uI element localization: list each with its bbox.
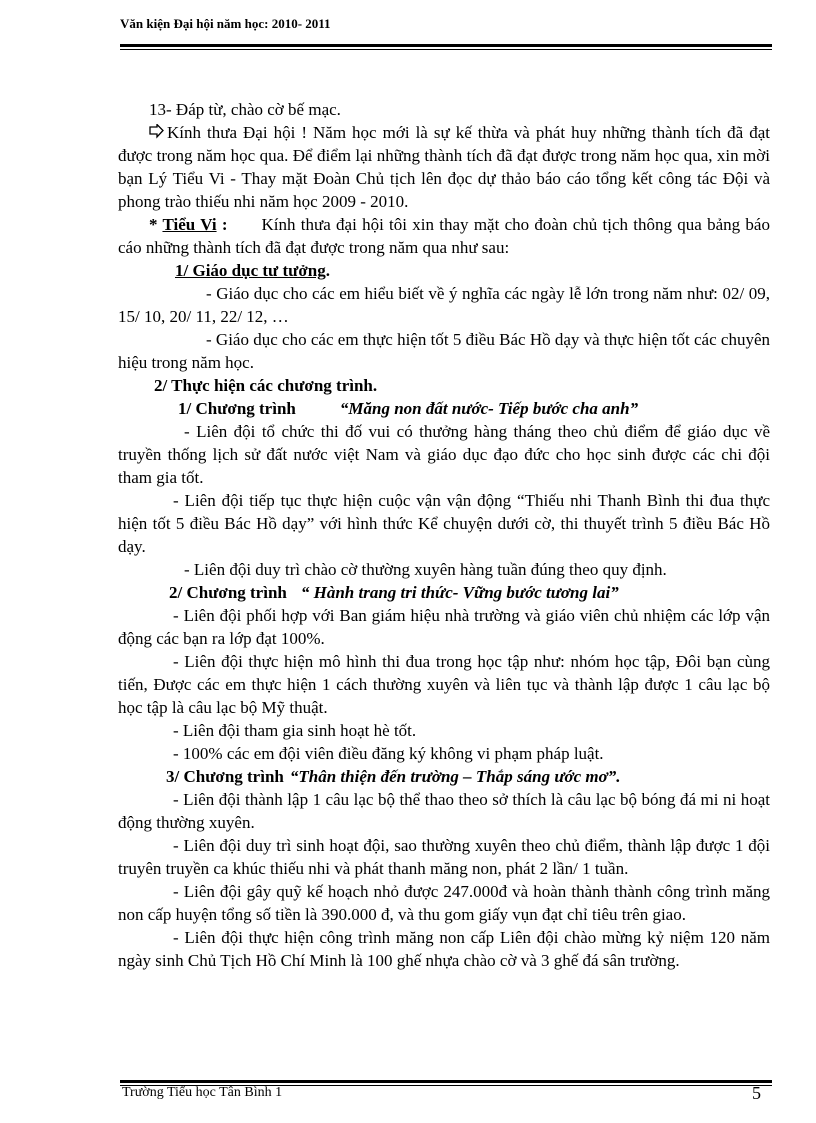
section-heading-1 (118, 259, 770, 282)
section-heading-1-dot: . (325, 261, 330, 280)
speaker-name: Tiểu Vi (162, 215, 217, 234)
paragraph-3: - Giáo dục cho các em hiểu biết về ý nghĩa các ngày lễ lớn trong năm như: 02/ 09, 15/ 10, 20/ 11, 22/ 12, … (118, 284, 770, 326)
paragraph-10: - Liên đội tham gia sinh hoạt hè tốt. (173, 721, 417, 740)
program-1-label: 1/ Chương trình (178, 399, 296, 418)
footer-rule-thick (120, 1080, 772, 1083)
speaker-text: Kính thưa đại hội tôi xin thay mặt cho đoàn chủ tịch thông qua bảng báo cáo những thành tích đã đạt được trong năm qua như sau: (118, 215, 770, 257)
paragraph-12: - Liên đội thành lập 1 câu lạc bộ thể thao theo sở thích là câu lạc bộ bóng đá mi ni hoạt động thường xuyên. (118, 790, 770, 832)
speaker-colon: : (216, 215, 228, 234)
paragraph-5: - Liên đội tổ chức thi đố vui có thưởng hàng tháng theo chủ điểm để giáo dục về truyền thống lịch sử đất nước việt Nam và giáo dục đạo đức cho học sinh được các chi đội tham gia tốt. (118, 422, 770, 487)
paragraph-15: - Liên đội thực hiện công trình măng non cấp Liên đội chào mừng kỷ niệm 120 năm ngày sinh Chủ Tịch Hồ Chí Minh là 100 ghế nhựa chào cờ và 3 ghế đá sân trường. (118, 928, 770, 970)
paragraph-14: - Liên đội gây quỹ kế hoạch nhỏ được 247.000đ và hoàn thành thành công trình măng non cấp huyện tổng số tiền là 390.000 đ, và thu gom giấy vụn đạt chỉ tiêu trên giao. (118, 882, 770, 924)
header-rule-thin (120, 49, 772, 50)
section-heading-2: 2/ Thực hiện các chương trình. (154, 376, 378, 395)
header-rule-thick (120, 44, 772, 47)
program-2-heading (118, 581, 770, 604)
page-number: 5 (752, 1083, 761, 1103)
section-heading-1-label: 1/ Giáo dục tư tưởng (175, 261, 326, 280)
program-3-name: “Thân thiện đến trường – Thắp sáng ước mơ”. (289, 767, 621, 786)
running-header: Văn kiện Đại hội năm học: 2010- 2011 (120, 16, 331, 31)
program-2-label: 2/ Chương trình (169, 583, 287, 602)
paragraph-11: - 100% các em đội viên điều đăng ký không vi phạm pháp luật. (173, 744, 604, 763)
footer-school-name: Trường Tiểu học Tân Bình 1 (122, 1085, 283, 1100)
document-body (118, 98, 770, 972)
speaker-prefix: * (149, 215, 163, 234)
program-1-name: “Măng non đất nước- Tiếp bước cha anh” (339, 399, 639, 418)
paragraph-8: - Liên đội phối hợp với Ban giám hiệu nhà trường và giáo viên chủ nhiệm các lớp vận động các bạn ra lớp đạt 100%. (118, 606, 770, 648)
speaker-paragraph (118, 213, 770, 259)
item-13: 13- Đáp từ, chào cờ bế mạc. (149, 100, 341, 119)
program-3-heading (118, 765, 770, 788)
paragraph-13: - Liên đội duy trì sinh hoạt đội, sao thường xuyên theo chủ điểm, thành lập được 1 đội truyên truyền ca khúc thiếu nhi và phát thanh măng non, phát 2 lần/ 1 tuần. (118, 836, 770, 878)
intro-text: Kính thưa Đại hội ! Năm học mới là sự kế thừa và phát huy những thành tích đã đạt được trong năm học qua. Để điểm lại những thành tích đã đạt được trong năm học qua, xin mời bạn Lý Tiểu Vi - Thay mặt Đoàn Chủ tịch lên đọc dự thảo báo cáo tổng kết công tác Đội và phong trào thiếu nhi năm học 2009 - 2010. (118, 123, 770, 211)
hand-pointer-icon (149, 124, 164, 139)
paragraph-4: - Giáo dục cho các em thực hiện tốt 5 điều Bác Hồ dạy và thực hiện tốt các chuyên hiệu trong năm học. (118, 330, 770, 372)
program-3-label: 3/ Chương trình (166, 767, 284, 786)
intro-paragraph (118, 121, 770, 213)
program-2-name: “ Hành trang tri thức- Vững bước tương lai” (300, 583, 619, 602)
paragraph-7: - Liên đội duy trì chào cờ thường xuyên hàng tuần đúng theo quy định. (184, 560, 667, 579)
paragraph-9: - Liên đội thực hiện mô hình thi đua trong học tập như: nhóm học tập, Đôi bạn cùng tiến, Được các em thực hiện 1 cách thường xuyên và liên tục và thành lập được 1 câu lạc bộ học tập là câu lạc bộ Mỹ thuật. (118, 652, 770, 717)
paragraph-6: - Liên đội tiếp tục thực hiện cuộc vận vận động “Thiếu nhi Thanh Bình thi đua thực hiện tốt 5 điều Bác Hồ dạy” với hình thức Kể chuyện dưới cờ, thi thuyết trình 5 điều Bác Hồ dạy. (118, 491, 770, 556)
program-1-heading (118, 397, 770, 420)
